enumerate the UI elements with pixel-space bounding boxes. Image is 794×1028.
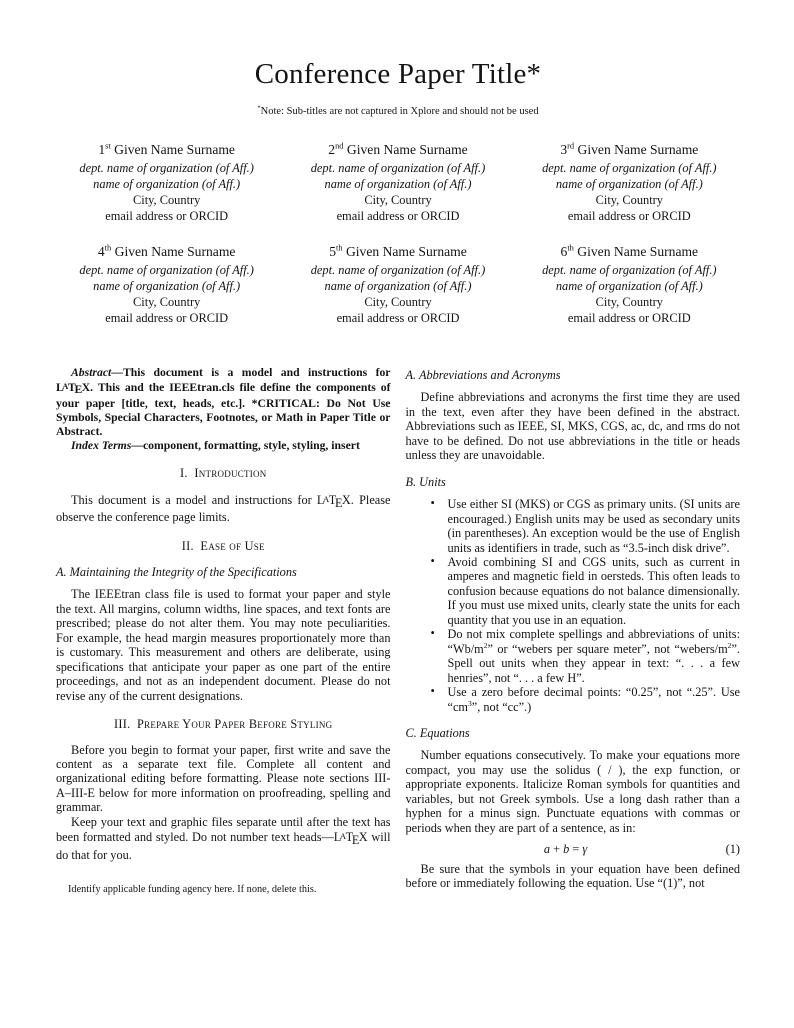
prepare-paper-paragraph-2: Keep your text and graphic files separate until after the text has been formatted and styled. Do not number text heads—LATEX will do that for you. bbox=[56, 814, 391, 862]
section-heading-ease-of-use: II. Ease of Use bbox=[181, 538, 265, 553]
author-org: name of organization (of Aff.) bbox=[555, 279, 703, 293]
author-email: email address or ORCID bbox=[105, 209, 229, 223]
funding-footnote: Identify applicable funding agency here. If none, delete this. bbox=[68, 883, 317, 895]
equation-row bbox=[406, 842, 741, 856]
equation: a + b = γ bbox=[543, 842, 588, 857]
author-org: name of organization (of Aff.) bbox=[555, 177, 703, 191]
author-block-5 bbox=[287, 243, 508, 326]
units-bullet-3: • Do not mix complete spellings and abbreviations of units: “$Wb/m^2$” or “webers per square meter”, not “$webers/m^2$”. Spell out units when they appear in text: “. . . a few henries”, not “. . . a few H”. bbox=[431, 627, 741, 685]
author-dept: dept. name of organization (of Aff.) bbox=[542, 263, 717, 277]
section-heading-introduction: I. Introduction bbox=[180, 466, 267, 481]
units-bullet-2: • Avoid combining SI and CGS units, such as current in amperes and magnetic field in oersteds. This often leads to confusion because equations do not balance dimensionally. If you must use mixed units, clearly state the units for each quantity that you use in an equation. bbox=[431, 555, 741, 627]
author-name: 5th Given Name Surname bbox=[329, 242, 467, 259]
subsection-heading-abbreviations: A. Abbreviations and Acronyms bbox=[405, 368, 561, 382]
author-city: City, Country bbox=[132, 193, 201, 207]
units-bullet-list bbox=[406, 497, 741, 714]
maintaining-integrity-paragraph: The IEEEtran class file is used to format your paper and style the text. All margins, column widths, line spaces, and text fonts are prescribed; please do not alter them. You may note peculiarities. For example, the head margin measures proportionately more than is customary. This measurement and others are deliberate, using specifications that anticipate your paper as one part of the entire proceedings, and not as an independent document. Please do not revise any of the current designations. bbox=[56, 587, 391, 703]
right-column bbox=[406, 366, 741, 896]
author-city: City, Country bbox=[132, 295, 201, 309]
author-email: email address or ORCID bbox=[336, 311, 460, 325]
author-name: 6th Given Name Surname bbox=[560, 242, 699, 259]
section-heading-prepare-paper: III. Prepare Your Paper Before Styling bbox=[114, 717, 333, 732]
author-org: name of organization (of Aff.) bbox=[93, 177, 241, 191]
author-dept: dept. name of organization (of Aff.) bbox=[310, 161, 486, 175]
title-note: *Note: Sub-titles are not captured in Xplore and should not be used bbox=[257, 104, 539, 117]
author-dept: dept. name of organization (of Aff.) bbox=[79, 161, 254, 175]
author-name: 1st Given Name Surname bbox=[98, 140, 235, 157]
author-block-3 bbox=[519, 141, 740, 224]
equations-paragraph: Number equations consecutively. To make your equations more compact, you may use the solidus ( / ), the exp function, or appropriate exponents. Italicize Roman symbols for quantities and variables, but not Greek symbols. Use a long dash rather than a hyphen for a minus sign. Punctuate equations with commas or periods when they are part of a sentence, as in: bbox=[405, 748, 740, 835]
author-org: name of organization (of Aff.) bbox=[324, 279, 472, 293]
author-name: 4th Given Name Surname bbox=[97, 242, 236, 259]
author-city: City, Country bbox=[364, 193, 432, 207]
author-dept: dept. name of organization (of Aff.) bbox=[310, 263, 486, 277]
abbreviations-paragraph: Define abbreviations and acronyms the first time they are used in the text, even after they have been defined in the abstract. Abbreviations such as IEEE, SI, MKS, CGS, ac, dc, and rms do not have to be defined. Do not use abbreviations in the title or heads unless they are unavoidable. bbox=[405, 390, 740, 463]
author-block-4 bbox=[56, 243, 277, 326]
author-org: name of organization (of Aff.) bbox=[324, 177, 472, 191]
author-org: name of organization (of Aff.) bbox=[93, 279, 241, 293]
subsection-heading-units: B. Units bbox=[405, 474, 446, 489]
author-block-1 bbox=[56, 141, 277, 224]
units-bullet-4: • Use a zero before decimal points: “0.25”, not “.25”. Use “$cm^3$”, not “cc”.) bbox=[431, 685, 741, 714]
author-name: 2nd Given Name Surname bbox=[328, 140, 468, 157]
introduction-paragraph: This document is a model and instructions for LATEX. Please observe the conference page limits. bbox=[56, 492, 391, 525]
body-columns bbox=[56, 366, 740, 896]
author-email: email address or ORCID bbox=[567, 311, 691, 325]
author-dept: dept. name of organization (of Aff.) bbox=[79, 263, 254, 277]
author-city: City, Country bbox=[595, 295, 663, 309]
authors-grid bbox=[56, 141, 740, 326]
author-email: email address or ORCID bbox=[105, 311, 229, 325]
author-email: email address or ORCID bbox=[567, 209, 691, 223]
paper-title: Conference Paper Title* bbox=[254, 58, 542, 90]
left-column bbox=[56, 366, 391, 896]
index-terms: Index Terms—component, formatting, style, styling, insert bbox=[71, 438, 360, 452]
subsection-heading-equations: C. Equations bbox=[405, 725, 470, 740]
author-block-6 bbox=[519, 243, 740, 326]
author-email: email address or ORCID bbox=[336, 209, 460, 223]
author-name: 3rd Given Name Surname bbox=[560, 140, 699, 157]
equations-paragraph-2: Be sure that the symbols in your equation have been defined before or immediately following the equation. Use “(1)”, not bbox=[405, 861, 740, 891]
subsection-heading-maintaining-integrity: A. Maintaining the Integrity of the Specifications bbox=[56, 565, 297, 579]
units-bullet-1: • Use either SI (MKS) or CGS as primary units. (SI units are encouraged.) English units may be used as secondary units (in parentheses). An exception would be the use of English units as identifiers in trade, such as “3.5-inch disk drive”. bbox=[431, 497, 741, 555]
author-city: City, Country bbox=[595, 193, 663, 207]
author-block-2 bbox=[287, 141, 508, 224]
equation-number: (1) bbox=[725, 842, 740, 857]
prepare-paper-paragraph-1: Before you begin to format your paper, first write and save the content as a separate text file. Complete all content and organizational editing before formatting. Please note sections III-A–III-E below for more information on proofreading, spelling and grammar. bbox=[56, 742, 391, 815]
abstract: Abstract—This document is a model and instructions for LATEX. This and the IEEEtran.cls file define the components of your paper [title, text, heads, etc.]. *CRITICAL: Do Not Use Symbols, Special Characters, Footnotes, or Math in Paper Title or Abstract. bbox=[56, 366, 391, 438]
author-city: City, Country bbox=[364, 295, 432, 309]
author-dept: dept. name of organization (of Aff.) bbox=[542, 161, 717, 175]
